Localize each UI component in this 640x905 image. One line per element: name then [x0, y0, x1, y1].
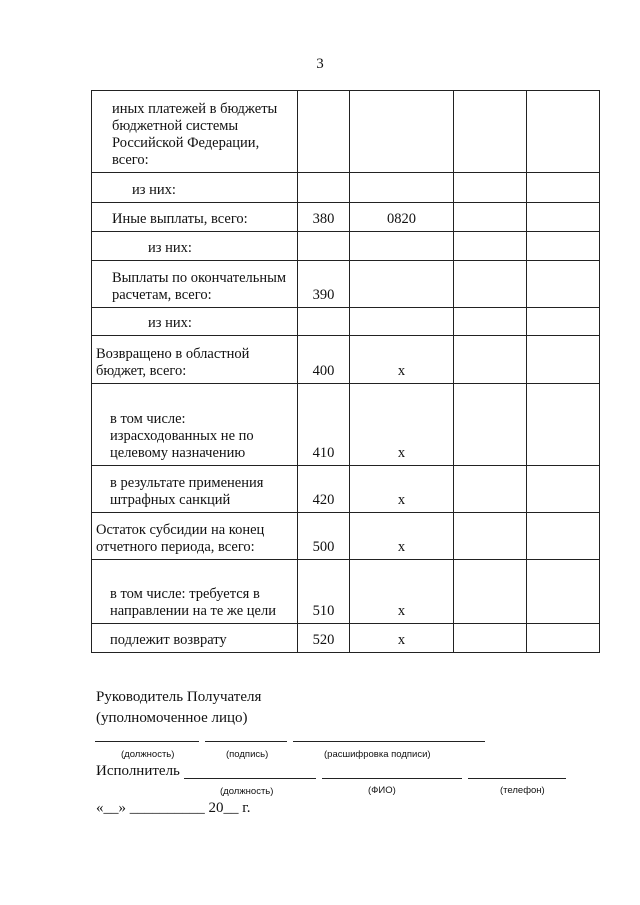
exec-phone-line [468, 778, 566, 779]
row-classification-code: 0820 [350, 203, 454, 232]
exec-position-line [184, 778, 316, 779]
row-empty-cell [527, 624, 600, 653]
row-empty-cell [527, 203, 600, 232]
row-empty-cell [454, 173, 527, 203]
row-empty-cell [454, 513, 527, 560]
row-empty-cell [527, 261, 600, 308]
row-code: 400 [298, 336, 350, 384]
row-code [298, 173, 350, 203]
caption-position: (должность) [121, 749, 175, 760]
table-row [92, 466, 600, 513]
row-label: Остаток субсидии на конец отчетного периода, всего: [92, 513, 298, 560]
row-empty-cell [527, 91, 600, 173]
row-code [298, 232, 350, 261]
caption-exec-fio: (ФИО) [368, 785, 396, 796]
row-label: в результате применения штрафных санкций [92, 466, 298, 513]
report-table-body [92, 91, 600, 653]
row-empty-cell [454, 203, 527, 232]
table-row [92, 624, 600, 653]
row-label: из них: [92, 173, 298, 203]
row-empty-cell [527, 466, 600, 513]
row-empty-cell [527, 336, 600, 384]
row-classification-code [350, 232, 454, 261]
row-empty-cell [527, 173, 600, 203]
head-title-line2: (уполномоченное лицо) [96, 710, 248, 726]
row-label: Иные выплаты, всего: [92, 203, 298, 232]
row-classification-code: x [350, 560, 454, 624]
page-number: 3 [316, 56, 324, 72]
row-empty-cell [454, 308, 527, 336]
table-row [92, 261, 600, 308]
signature-block [96, 687, 261, 729]
report-table [91, 90, 600, 653]
caption-decoding: (расшифровка подписи) [324, 749, 431, 760]
row-empty-cell [454, 336, 527, 384]
row-classification-code [350, 261, 454, 308]
row-empty-cell [527, 308, 600, 336]
row-classification-code [350, 308, 454, 336]
signature-line [205, 741, 287, 742]
exec-fio-line [322, 778, 462, 779]
row-empty-cell [527, 513, 600, 560]
row-empty-cell [454, 261, 527, 308]
row-code: 380 [298, 203, 350, 232]
row-classification-code: x [350, 624, 454, 653]
caption-signature: (подпись) [226, 749, 269, 760]
table-row [92, 308, 600, 336]
row-empty-cell [454, 466, 527, 513]
row-empty-cell [454, 560, 527, 624]
date-line: «__» __________ 20__ г. [96, 800, 251, 816]
row-classification-code: x [350, 384, 454, 466]
row-code [298, 91, 350, 173]
row-code: 510 [298, 560, 350, 624]
row-classification-code [350, 91, 454, 173]
row-code: 500 [298, 513, 350, 560]
executor-label: Исполнитель [96, 763, 180, 779]
head-title-line1: Руководитель Получателя [96, 689, 262, 705]
row-code [298, 308, 350, 336]
row-code: 520 [298, 624, 350, 653]
row-label: из них: [92, 232, 298, 261]
row-empty-cell [454, 91, 527, 173]
row-classification-code: x [350, 513, 454, 560]
row-code: 410 [298, 384, 350, 466]
row-classification-code: x [350, 466, 454, 513]
row-label: Выплаты по окончательным расчетам, всего: [92, 261, 298, 308]
row-empty-cell [454, 384, 527, 466]
row-empty-cell [454, 232, 527, 261]
row-classification-code [350, 173, 454, 203]
row-label: из них: [92, 308, 298, 336]
table-row [92, 91, 600, 173]
row-label: в том числе: израсходованных не по целевому назначению [92, 384, 298, 466]
table-row [92, 336, 600, 384]
table-row [92, 560, 600, 624]
row-classification-code: x [350, 336, 454, 384]
row-empty-cell [527, 232, 600, 261]
table-row [92, 203, 600, 232]
table-row [92, 513, 600, 560]
row-empty-cell [527, 560, 600, 624]
table-row [92, 384, 600, 466]
row-code: 420 [298, 466, 350, 513]
table-row [92, 173, 600, 203]
caption-exec-phone: (телефон) [500, 785, 545, 796]
caption-exec-position: (должность) [220, 786, 274, 797]
row-label: иных платежей в бюджеты бюджетной системы Российской Федерации, всего: [92, 91, 298, 173]
position-line [95, 741, 199, 742]
table-row [92, 232, 600, 261]
row-empty-cell [454, 624, 527, 653]
row-empty-cell [527, 384, 600, 466]
row-label: Возвращено в областной бюджет, всего: [92, 336, 298, 384]
row-label: подлежит возврату [92, 624, 298, 653]
row-code: 390 [298, 261, 350, 308]
decoding-line [293, 741, 485, 742]
row-label: в том числе: требуется в направлении на те же цели [92, 560, 298, 624]
